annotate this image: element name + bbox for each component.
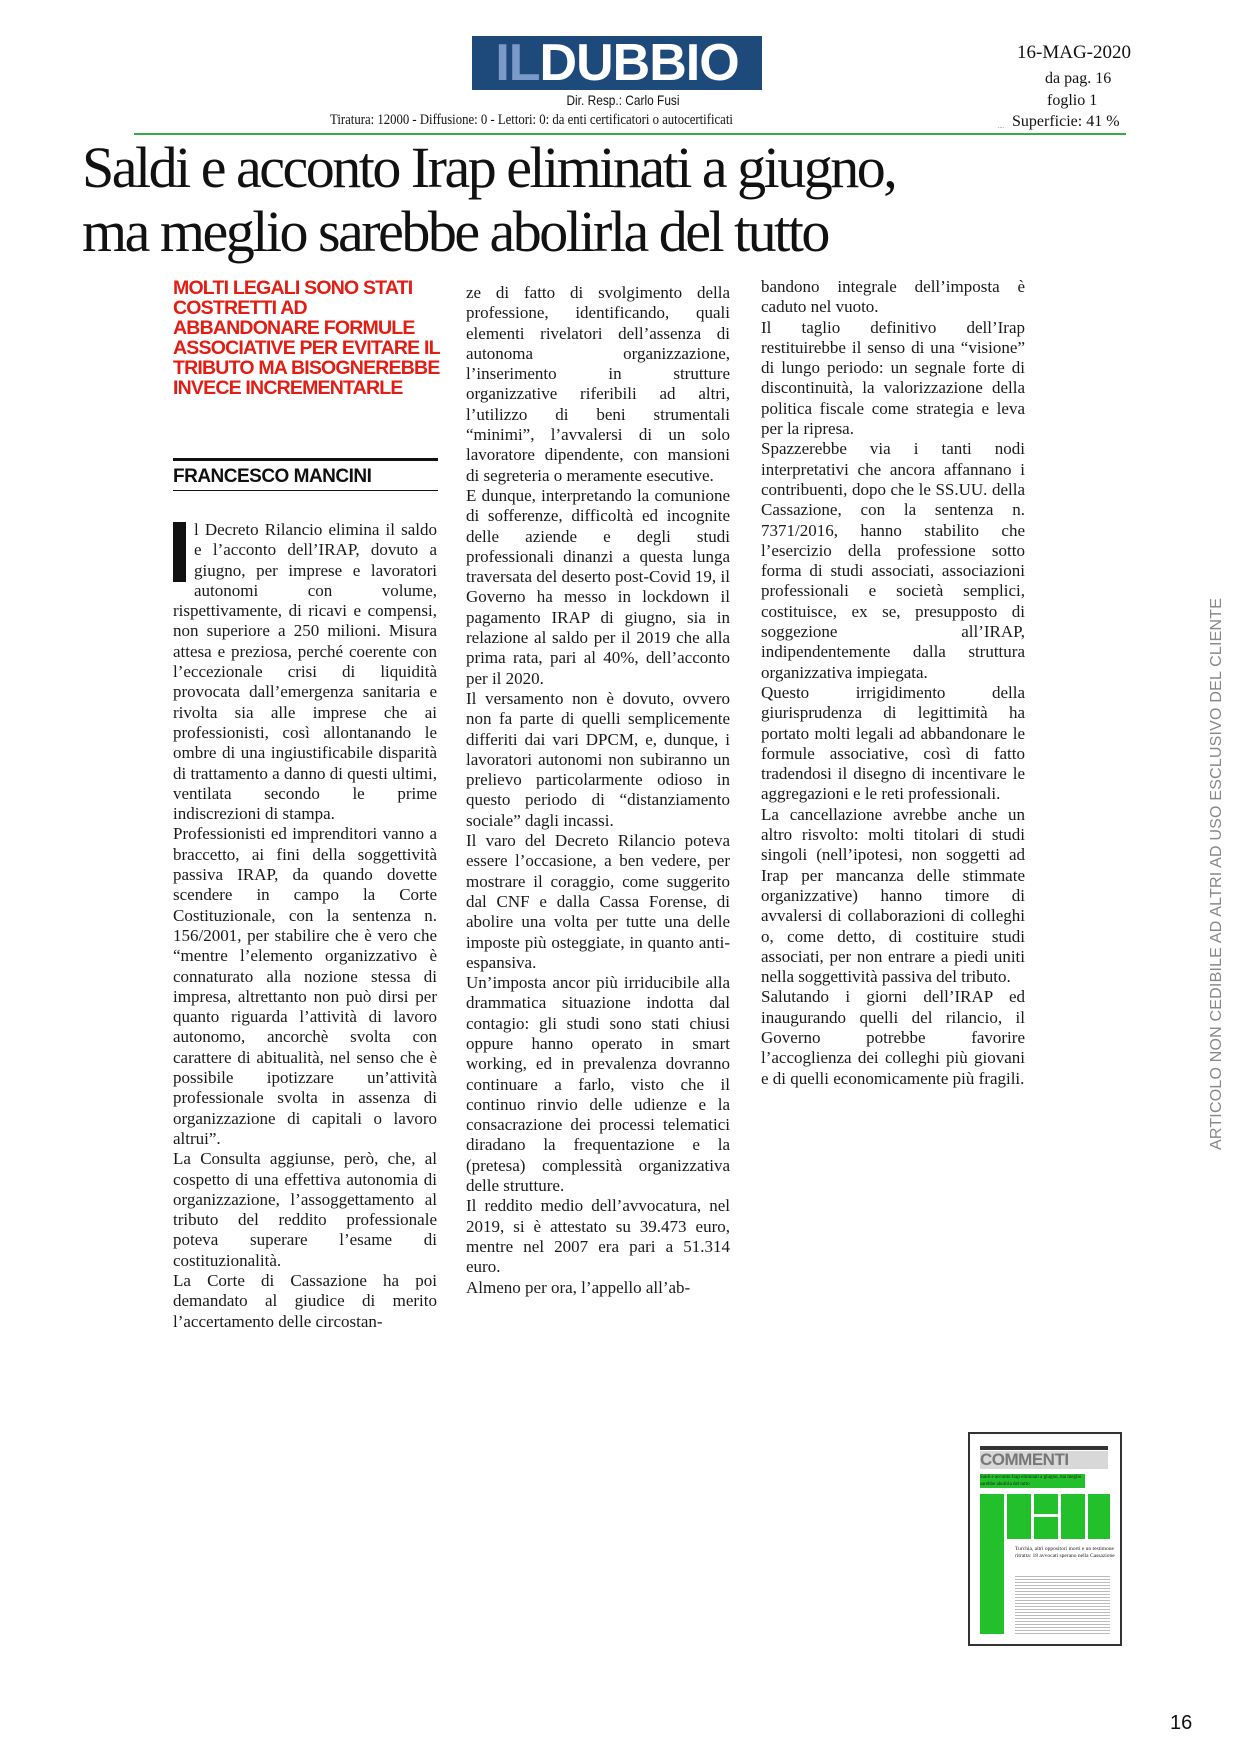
logo-dubbio: DUBBIO xyxy=(539,34,739,92)
page-thumbnail xyxy=(968,1432,1122,1646)
paragraph: bandono integrale dell’imposta è caduto nel vuoto. xyxy=(761,277,1025,317)
paragraph: Un’imposta ancor più irriducibile alla drammatica situazione indotta dal contagio: gli studi sono stati chiusi oppure hanno operato in smart working, ed in prevalenza dovranno continuare a farlo, visto che il continuo rinvio delle udienze e la consacrazione dei processi telematici diradano la frequentazione e la (pretesa) complessità organizzativa delle strutture. xyxy=(466,973,730,1196)
thumbnail-text-lines xyxy=(1015,1574,1110,1636)
article-column-3 xyxy=(761,277,1025,1089)
headline-line-1: Saldi e acconto Irap eliminati a giugno, xyxy=(82,135,896,200)
author-divider xyxy=(173,490,438,491)
paragraph: Spazzerebbe via i tanti nodi interpretativi che ancora affannano i contribuenti, dopo che le SS.UU. della Cassazione, con la sentenza n. 7371/2016, hanno stabilito che l’esercizio della professione sotto forma di studi associati, associazioni professionali e società semplici, costituisce, ex se, presupposto di soggezione all’IRAP, indipendentemente dalla struttura organizzativa impiegata. xyxy=(761,439,1025,682)
summary-divider xyxy=(173,458,438,461)
article-column-1 xyxy=(173,520,437,1332)
thumbnail-other-title: Turchia, altri oppositori morti e un testimone ritratta: 18 avvocati sperano nella Cassazione xyxy=(1015,1546,1115,1559)
thumbnail-highlight-col1 xyxy=(980,1494,1004,1634)
article-column-2 xyxy=(466,283,730,1298)
paragraph: La Corte di Cassazione ha poi demandato al giudice di merito l’accertamento delle circostan- xyxy=(173,1270,437,1331)
thumbnail-highlight-col2b xyxy=(1034,1517,1058,1539)
thumbnail-highlight-col4 xyxy=(1088,1494,1110,1539)
paragraph: Il reddito medio dell’avvocatura, nel 2019, si è attestato su 39.473 euro, mentre nel 2007 era pari a 51.314 euro. xyxy=(466,1196,730,1277)
sheet-number: foglio 1 xyxy=(1047,92,1098,109)
thumbnail-highlight-col2 xyxy=(1007,1494,1031,1539)
paragraph: Salutando i giorni dell’IRAP ed inaugurando quelli del rilancio, il Governo potrebbe favorire l’accoglienza dei colleghi più giovani e di quelli economicamente più fragili. xyxy=(761,987,1025,1088)
dropcap-i xyxy=(173,522,186,582)
paragraph: E dunque, interpretando la comunione di sofferenze, difficoltà ed incognite delle aziende e degli studi professionali dinanzi a questa lunga traversata del deserto post-Covid 19, il Governo ha messo in lockdown il pagamento IRAP di giugno, sia in relazione al saldo per il 2019 che alla prima rata, pari al 40%, dell’acconto per il 2020. xyxy=(466,485,730,688)
paragraph: Il varo del Decreto Rilancio poteva essere l’occasione, a ben vedere, per mostrare il coraggio, come suggerito dal CNF e dalla Cassa Forense, di abolire una volta per tutte una delle imposte più osteggiate, in quanto anti-espansiva. xyxy=(466,831,730,972)
circulation-line: Tiratura: 12000 - Diffusione: 0 - Lettori: 0: da enti certificatori o autocertificati xyxy=(330,112,733,128)
page-number: 16 xyxy=(1170,1712,1193,1734)
paragraph: Almeno per ora, l’appello all’ab- xyxy=(466,1277,691,1297)
article-summary: MOLTI LEGALI SONO STATI COSTRETTI AD ABBANDONARE FORMULE ASSOCIATIVE PER EVITARE IL TRIBUTO MA BISOGNEREBBE INVECE INCREMENTARLE xyxy=(173,277,440,399)
paragraph: Il taglio definitivo dell’Irap restituirebbe il senso di una “visione” di lungo periodo: un segnale forte di discontinuità, la valorizzazione della politica fiscale come strategia e leva per la ripresa. xyxy=(761,317,1025,439)
paragraph: Questo irrigidimento della giurisprudenza di legittimità ha portato molti legali ad abbandonare le formule associative, così di fatto tradendosi il disegno di incentivare le aggregazioni e le reti professionali. xyxy=(761,682,1025,804)
paragraph: La cancellazione avrebbe anche un altro risvolto: molti titolari di studi singoli (nell’ipotesi, non soggetti ad Irap per mancanza delle stimmate organizzative) hanno timore di avvalersi di collaborazioni di colleghi o, come detto, di costituire studi associati, per non entrare a piedi uniti nella soggettività passiva del tributo. xyxy=(761,804,1025,987)
newspaper-logo xyxy=(472,36,762,90)
thumbnail-highlight-col3 xyxy=(1061,1494,1085,1539)
paragraph: Il versamento non è dovuto, ovvero non fa parte di quelli semplicemente differiti dai vari DPCM, e, dunque, i lavoratori autonomi non subiranno un prelievo particolarmente odioso in questo periodo di “distanziamento sociale” dagli incassi. xyxy=(466,688,730,830)
paragraph: l Decreto Rilancio elimina il saldo e l’acconto dell’IRAP, dovuto a giugno, per imprese e lavoratori autonomi con volume, rispettivamente, di ricavi e compensi, non superiore a 250 milioni. Misura attesa e preziosa, perché coerente con l’eccezionale crisi di liquidità provocata dall’emergenza sanitaria e rivolta sia alle imprese che ai professionisti, così allontanando le ombre di una ingiustificabile disparità di trattamento a danno di questi ultimi, ventilata secondo le prime indiscrezioni di stampa. xyxy=(173,520,437,824)
copyright-notice: ARTICOLO NON CEDIBILE AD ALTRI AD USO ESCLUSIVO DEL CLIENTE xyxy=(1208,597,1225,1150)
director-line: Dir. Resp.: Carlo Fusi xyxy=(566,92,680,108)
author-byline: FRANCESCO MANCINI xyxy=(173,466,372,487)
dots-marker: .... xyxy=(998,124,1004,130)
thumbnail-section-title: COMMENTI xyxy=(980,1451,1108,1469)
surface-percentage: Superficie: 41 % xyxy=(1012,113,1120,130)
publication-date: 16-MAG-2020 xyxy=(1017,42,1131,63)
paragraph: La Consulta aggiunse, però, che, al cospetto di una effettiva autonomia di organizzazione, l’assoggettamento al tributo del reddito professionale poteva superare l’esame di costituzionalità. xyxy=(173,1149,437,1270)
thumbnail-article-title: Saldi e acconto Irap eliminati a giugno, ma meglio sarebbe abolirla del tutto xyxy=(980,1474,1085,1488)
from-page: da pag. 16 xyxy=(1045,70,1112,87)
paragraph: ze di fatto di svolgimento della professione, identificando, quali elementi rivelatori dell’assenza di autonoma organizzazione, l’inserimento in strutture organizzative riferibili ad altri, l’utilizzo di beni strumentali “minimi”, l’avvalersi di un solo lavoratore dipendente, con mansioni di segreteria o meramente esecutive. xyxy=(466,283,730,485)
logo-il: IL xyxy=(495,34,540,92)
article-headline xyxy=(82,136,1142,264)
thumbnail-highlight-summary xyxy=(1034,1494,1058,1514)
headline-line-2: ma meglio sarebbe abolirla del tutto xyxy=(82,199,828,264)
paragraph: Professionisti ed imprenditori vanno a braccetto, ai fini della soggettività passiva IRAP, da quando dovette scendere in campo la Corte Costituzionale, con la sentenza n. 156/2001, per stabilire che è vero che “mentre l’elemento organizzativo è connaturato alla nozione stessa di impresa, altrettanto non può dirsi per quanto riguarda l’attività di lavoro autonomo, ancorchè svolta con carattere di abitualità, nel senso che è possibile ipotizzare un’attività professionale svolta in assenza di organizzazione di capitali o lavoro altrui”. xyxy=(173,824,437,1148)
